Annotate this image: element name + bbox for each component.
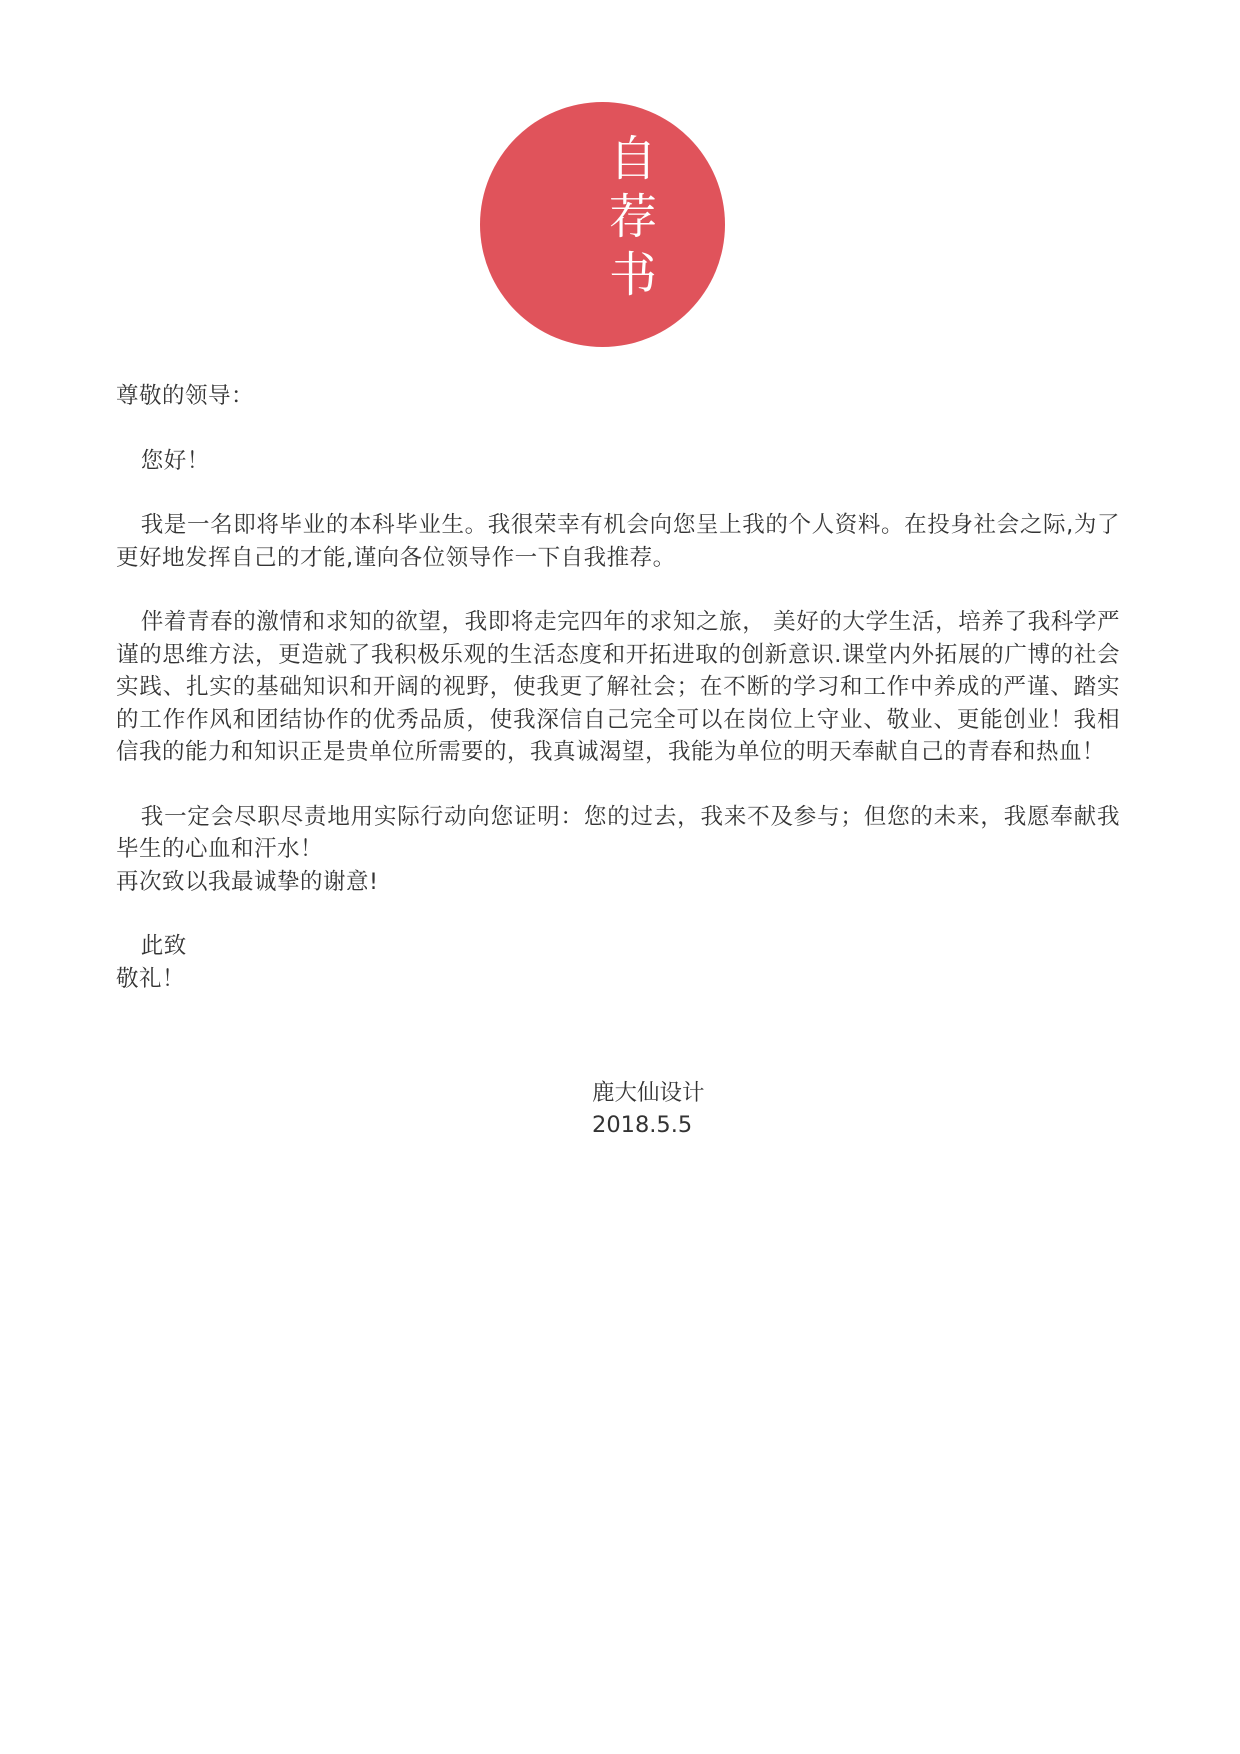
greeting: 您好！ <box>140 447 210 474</box>
paragraph-commitment: 我一定会尽职尽责地用实际行动向您证明：您的过去，我来不及参与；但您的未来，我愿奉献我毕生的心血和汗水！ <box>116 803 1120 862</box>
closing-line-1: 此致 <box>140 933 187 959</box>
thanks-line: 再次致以我最诚挚的谢意! <box>116 868 379 895</box>
salutation: 尊敬的领导： <box>116 383 255 409</box>
signature-name: 鹿大仙设计 <box>592 1080 705 1106</box>
closing-line-2: 敬礼！ <box>116 965 186 992</box>
signature-date: 2018.5.5 <box>592 1112 693 1138</box>
letter-body <box>116 380 1120 1027</box>
paragraph-experience: 伴着青春的激情和求知的欲望，我即将走完四年的求知之旅， 美好的大学生活，培养了我科学严谨的思维方法，更造就了我积极乐观的生活态度和开拓进取的创新意识.课堂内外拓展的广博的社会实践、扎实的基础知识和开阔的视野，使我更了解社会；在不断的学习和工作中养成的严谨、踏实的工作作风和团结协作的优秀品质，使我深信自己完全可以在岗位上守业、敬业、更能创业！我相信我的能力和知识正是贵单位所需要的，我真诚渴望，我能为单位的明天奉献自己的青春和热血！ <box>116 609 1120 765</box>
paragraph-intro: 我是一名即将毕业的本科毕业生。我很荣幸有机会向您呈上我的个人资料。在投身社会之际,为了更好地发挥自己的才能,谨向各位领导作一下自我推荐。 <box>116 512 1120 571</box>
document-title: 自荐书 <box>608 131 657 303</box>
signature-block <box>592 1077 705 1141</box>
